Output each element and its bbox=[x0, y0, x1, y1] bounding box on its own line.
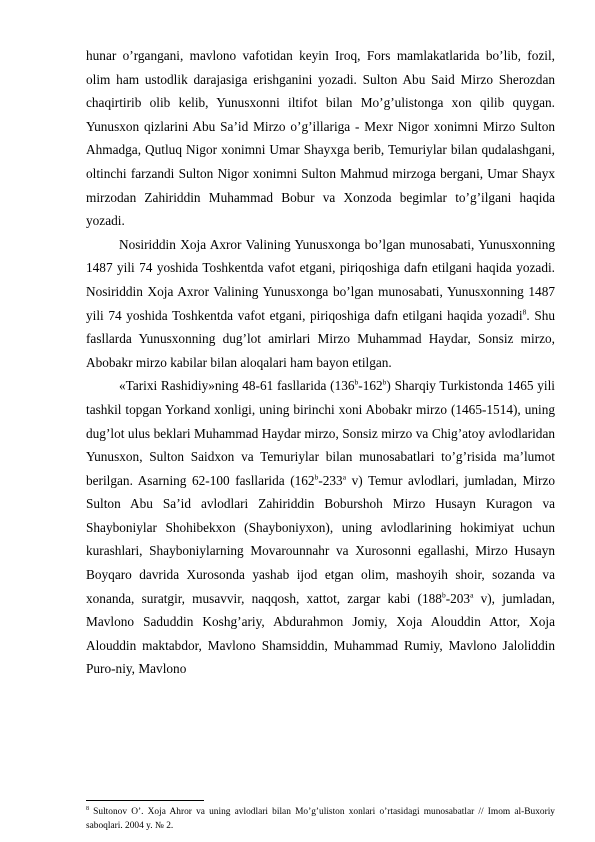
document-body bbox=[86, 44, 555, 681]
superscript-ref: a bbox=[470, 590, 474, 600]
paragraph bbox=[86, 374, 555, 681]
paragraph-text: v), jumladan, Mavlono Saduddin Koshg’ariy, Abdurahmon Jomiy, Xoja Alouddin Attor, Xoja Alouddin maktabdor, Mavlono Shamsiddin, Muhammad Rumiy, Mavlono Jaloliddin Puro-niy, Mavlono bbox=[86, 590, 556, 677]
superscript-ref: 8 bbox=[522, 307, 527, 317]
paragraph-text: «Tarixi Rashidiy»ning 48-61 fasllarida (136 bbox=[119, 378, 355, 394]
footnote-number: 8 bbox=[86, 805, 89, 812]
paragraph-text: . Shu fasllarda Yunusxonning dug’lot amirlari Mirzo Muhammad Haydar, Sonsiz mirzo, Abobakr mirzo kabilar bilan aloqalari ham bayon etilgan. bbox=[86, 307, 556, 370]
paragraph bbox=[86, 44, 555, 233]
superscript-ref: b bbox=[441, 590, 446, 600]
superscript-ref: b bbox=[354, 377, 359, 387]
footnote bbox=[86, 805, 555, 833]
paragraph-text: ) Sharqiy Turkistonda 1465 yili tashkil topgan Yorkand xonligi, uning birinchi xoni Abobakr mirzo (1465-1514), uning dug’lot ulus beklari Muhammad Haydar mirzo, Sonsiz mirzo va Chig’atoy avlodlaridan Yunusxon, Sulton Saidxon va Temuriylar bilan munosabatlari to’g’risida ma’lumot berilgan. Asarning 62-100 fasllarida (162 bbox=[86, 378, 555, 488]
paragraph bbox=[86, 233, 555, 375]
footnote-separator bbox=[86, 800, 204, 801]
paragraph-text: hunar o’rgangani, mavlono vafotidan keyin Iroq, Fors mamlakatlarida bo’lib, fozil, olim ham ustodlik darajasiga erishganini yozadi. Sulton Abu Said Mirzo Sherozdan chaqirtirib olib kelib, Yunusxonni iltifot bilan Mo’g’ulistonga xon qilib quygan. Yunusxon qizlarini Abu Sa’id Mirzo o’g’illariga - Mexr Nigor xonimni Mirzo Sulton Ahmadga, Qutluq Nigor xonimni Umar Shayxga berib, Temuriylar bilan qudalashgani, oltinchi farzandi Sulton Nigor xonimni Sulton Mahmud mirzoga bergani, Umar Shayx mirzodan Zahiriddin Muhammad Bobur va Xonzoda begimlar to’g’ilgani haqida yozadi. bbox=[86, 48, 555, 229]
paragraph-text: -203 bbox=[445, 590, 471, 606]
superscript-ref: a bbox=[342, 472, 347, 482]
footnote-text: Sultonov O’. Xoja Ahror va uning avlodlari bilan Mo’g’uliston xonlari o’rtasidagi munosabatlar // Imom al-Buxoriy saboqlari. 2004 y. № 2. bbox=[86, 807, 555, 831]
paragraph-text: v) Temur avlodlari, jumladan, Mirzo Sulton Abu Sa’id avlodlari Zahiriddin Boburshoh Mirzo Husayn Kuragon va Shayboniylar Shohibekxon (Shayboniyxon), uning avlodlarining hokimiyat uchun kurashlari, Shayboniylarning Movarounnahr va Xurosonni egallashi, Mirzo Husayn Boyqaro davrida Xurosonda yashab ijod etgan olim, mashoyih shoir, sozanda va xonanda, suratgir, musavvir, naqqosh, xattot, zargar kabi (188 bbox=[86, 472, 555, 606]
paragraph-text: -233 bbox=[318, 472, 343, 488]
superscript-ref: b bbox=[382, 377, 387, 387]
superscript-ref: b bbox=[314, 472, 319, 482]
paragraph-text: -162 bbox=[358, 378, 383, 394]
paragraph-text: Nosiriddin Xoja Axror Valining Yunusxonga bo’lgan munosabati, Yunusxonning 1487 yili 74 yoshida Toshkentda vafot etgani, piriqoshiga dafn etilgani haqida yozadi. Nosiriddin Xoja Axror Valining Yunusxonga bo’lgan munosabati, Yunusxonning 1487 yili 74 yoshida Toshkentda vafot etgani, piriqoshiga dafn etilgani haqida yozadi bbox=[86, 236, 555, 323]
